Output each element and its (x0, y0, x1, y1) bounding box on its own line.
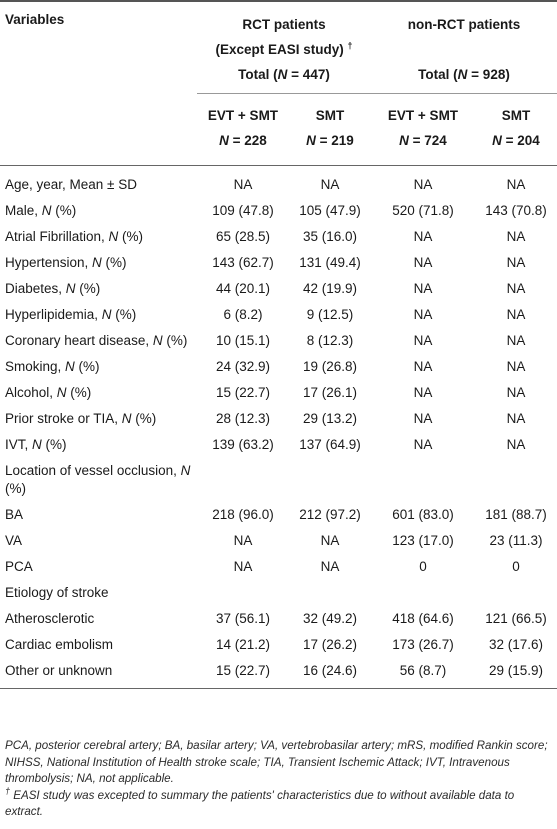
row-value: 601 (83.0) (392, 507, 454, 522)
row-value: 17 (26.2) (302, 637, 358, 652)
row-label: Male, N (%) (5, 203, 77, 218)
row-value: NA (506, 177, 526, 192)
row-value: 32 (49.2) (302, 611, 358, 626)
col-header-nonrct-evt-smt: EVT + SMT N = 724 (371, 94, 475, 166)
rct-title: RCT patients (242, 17, 326, 32)
row-value: NA (233, 177, 253, 192)
row-label: Smoking, N (%) (5, 359, 100, 374)
row-label: VA (5, 533, 23, 548)
table-footnotes (5, 738, 553, 821)
row-value: 212 (97.2) (299, 507, 361, 522)
row-value: 121 (66.5) (485, 611, 547, 626)
row-label: Hypertension, N (%) (5, 255, 127, 270)
row-value: NA (413, 411, 433, 426)
row-value: 44 (20.1) (215, 281, 271, 296)
dagger-footnote: † EASI study was excepted to summary the patients' characteristics due to without available data to extract. (5, 785, 515, 818)
rct-group-header (197, 1, 371, 94)
row-label: Prior stroke or TIA, N (%) (5, 411, 157, 426)
row-value: NA (320, 177, 340, 192)
row-value: 143 (70.8) (485, 203, 547, 218)
row-value (289, 458, 371, 502)
row-label: Cardiac embolism (5, 637, 114, 652)
row-label: Age, year, Mean ± SD (5, 177, 137, 192)
row-value: 0 (419, 559, 427, 574)
row-value: 14 (21.2) (215, 637, 271, 652)
row-value: NA (320, 559, 340, 574)
row-value: 23 (11.3) (489, 533, 543, 548)
table-body (0, 166, 557, 689)
table-row (0, 302, 557, 328)
table-row (0, 580, 557, 606)
row-label: Hyperlipidemia, N (%) (5, 307, 137, 322)
row-value: NA (506, 229, 526, 244)
row-value: 29 (15.9) (475, 658, 557, 689)
row-value: 9 (12.5) (306, 307, 354, 322)
row-label: IVT, N (%) (5, 437, 67, 452)
rct-subtitle: (Except EASI study) † (215, 40, 353, 57)
row-value: NA (413, 307, 433, 322)
variables-header: Variables (0, 1, 197, 94)
row-value: 10 (15.1) (215, 333, 271, 348)
dagger-mark: † (347, 40, 353, 51)
row-value: 418 (64.6) (392, 611, 454, 626)
row-value: NA (413, 281, 433, 296)
row-label: Alcohol, N (%) (5, 385, 92, 400)
table-row (0, 250, 557, 276)
table-row (0, 632, 557, 658)
row-value: 8 (12.3) (306, 333, 354, 348)
row-value: 173 (26.7) (392, 637, 454, 652)
row-label: Location of vessel occlusion, N (%) (5, 463, 191, 496)
row-value: 218 (96.0) (212, 507, 274, 522)
row-value: 123 (17.0) (392, 533, 454, 548)
row-label: PCA (5, 559, 33, 574)
row-value: 139 (63.2) (212, 437, 274, 452)
row-value: 29 (13.2) (302, 411, 358, 426)
row-value: NA (506, 333, 526, 348)
row-value: NA (506, 385, 526, 400)
row-value: 19 (26.8) (302, 359, 358, 374)
row-value: NA (233, 559, 253, 574)
col-header-rct-evt-smt: EVT + SMT N = 228 (197, 94, 289, 166)
table-row (0, 224, 557, 250)
row-value: 181 (88.7) (485, 507, 547, 522)
row-value: NA (506, 255, 526, 270)
nonrct-group-header (371, 1, 557, 94)
row-value: NA (413, 177, 433, 192)
row-value: NA (506, 411, 526, 426)
table-row (0, 502, 557, 528)
row-value: NA (506, 437, 526, 452)
row-value: NA (506, 359, 526, 374)
row-value (197, 458, 289, 502)
row-value (371, 458, 475, 502)
row-value (371, 580, 475, 606)
table-row (0, 606, 557, 632)
table-row (0, 380, 557, 406)
blank-header-cell (0, 94, 197, 166)
table-row (0, 406, 557, 432)
row-label: Other or unknown (0, 658, 197, 689)
row-value: 109 (47.8) (212, 203, 274, 218)
row-label: Coronary heart disease, N (%) (5, 333, 188, 348)
row-value: NA (233, 533, 253, 548)
row-value: NA (320, 533, 340, 548)
row-value: 520 (71.8) (392, 203, 454, 218)
table-row (0, 276, 557, 302)
row-value (475, 580, 557, 606)
row-value: NA (413, 359, 433, 374)
row-value: 131 (49.4) (299, 255, 361, 270)
row-value (475, 458, 557, 502)
row-value: 65 (28.5) (215, 229, 271, 244)
row-value: NA (506, 307, 526, 322)
table-row (0, 432, 557, 458)
row-label: Atrial Fibrillation, N (%) (5, 229, 144, 244)
row-value: 137 (64.9) (299, 437, 361, 452)
row-value: 16 (24.6) (289, 658, 371, 689)
row-value: 17 (26.1) (302, 385, 358, 400)
row-value: NA (413, 229, 433, 244)
table-row (0, 458, 557, 502)
row-value: NA (413, 437, 433, 452)
row-label: BA (5, 507, 24, 522)
row-value: NA (413, 385, 433, 400)
row-value: 15 (22.7) (197, 658, 289, 689)
nonrct-title: non-RCT patients (407, 17, 521, 32)
row-value: 143 (62.7) (212, 255, 274, 270)
abbreviations-note: PCA, posterior cerebral artery; BA, basilar artery; VA, vertebrobasilar artery; mRS, modified Rankin score; NIHSS, National Institution of Health stroke scale; TIA, Transient Ischemic Attack; IVT, Intravenous thrombolysis; NA, not applicable. (5, 739, 548, 785)
col-header-nonrct-smt: SMT N = 204 (475, 94, 557, 166)
nonrct-total: Total (N = 928) (418, 67, 510, 82)
row-value: 32 (17.6) (488, 637, 544, 652)
row-value: NA (413, 255, 433, 270)
row-value: 6 (8.2) (223, 307, 263, 322)
rct-total: Total (N = 447) (238, 67, 330, 82)
table-row (0, 328, 557, 354)
row-label: Diabetes, N (%) (5, 281, 101, 296)
row-value: 105 (47.9) (299, 203, 361, 218)
table-row (0, 354, 557, 380)
table-row (0, 554, 557, 580)
row-value: 42 (19.9) (302, 281, 358, 296)
row-value: NA (413, 333, 433, 348)
table-row (0, 528, 557, 554)
row-value: 0 (512, 559, 520, 574)
col-header-rct-smt: SMT N = 219 (289, 94, 371, 166)
row-value: 56 (8.7) (371, 658, 475, 689)
row-value: 28 (12.3) (215, 411, 271, 426)
table-row (0, 166, 557, 199)
table-row (0, 198, 557, 224)
row-value: 24 (32.9) (215, 359, 271, 374)
row-value: NA (506, 281, 526, 296)
row-value (197, 580, 289, 606)
table-row (0, 658, 557, 689)
row-label: Atherosclerotic (5, 611, 95, 626)
row-value: 35 (16.0) (302, 229, 358, 244)
row-value (289, 580, 371, 606)
row-label: Etiology of stroke (5, 585, 109, 600)
row-value: 15 (22.7) (215, 385, 271, 400)
row-value: 37 (56.1) (215, 611, 271, 626)
